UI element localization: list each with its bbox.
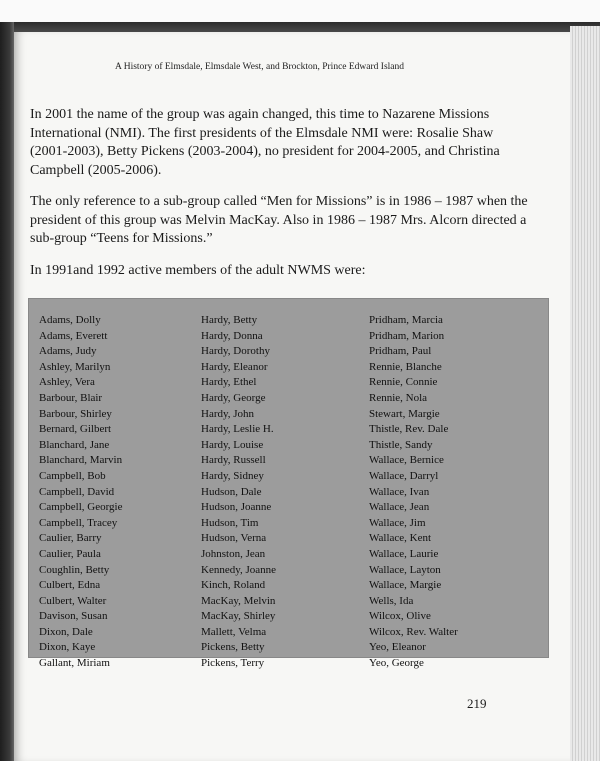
member-name: Hardy, John bbox=[201, 407, 255, 420]
member-name: Johnston, Jean bbox=[201, 547, 266, 560]
member-name: Rennie, Blanche bbox=[369, 360, 442, 373]
member-name: Culbert, Edna bbox=[39, 579, 101, 592]
member-name: Barbour, Blair bbox=[39, 391, 103, 404]
member-name: Pickens, Terry bbox=[201, 657, 265, 670]
member-name: Campbell, Bob bbox=[39, 469, 106, 482]
member-name: Pridham, Marion bbox=[369, 329, 445, 342]
member-name: Ashley, Marilyn bbox=[39, 360, 111, 373]
members-table bbox=[28, 298, 549, 670]
member-name: Pickens, Betty bbox=[201, 641, 265, 654]
member-name: Wallace, Jean bbox=[369, 501, 430, 514]
member-name: Dixon, Dale bbox=[39, 625, 93, 638]
page-number: 219 bbox=[467, 696, 487, 711]
member-name: Mallett, Velma bbox=[201, 625, 267, 638]
member-name: Wallace, Ivan bbox=[369, 485, 430, 498]
member-name: Hardy, George bbox=[201, 391, 266, 404]
member-name: Wallace, Jim bbox=[369, 516, 426, 529]
member-name: Kennedy, Joanne bbox=[201, 563, 277, 576]
page-edges bbox=[570, 26, 600, 761]
member-name: MacKay, Shirley bbox=[201, 610, 276, 623]
member-name: Pridham, Marcia bbox=[369, 314, 443, 326]
member-name: Dixon, Kaye bbox=[39, 641, 96, 654]
member-name: Campbell, Tracey bbox=[39, 516, 118, 529]
members-column-1 bbox=[39, 313, 123, 672]
member-name: Gallant, Miriam bbox=[39, 657, 110, 670]
member-name: Hardy, Ethel bbox=[201, 376, 257, 389]
member-name: Wallace, Kent bbox=[369, 532, 432, 545]
member-name: Adams, Everett bbox=[39, 329, 108, 342]
member-name: Wallace, Margie bbox=[369, 579, 442, 592]
member-name: Hardy, Russell bbox=[201, 454, 266, 467]
book-binding-left bbox=[0, 22, 14, 761]
member-name: Bernard, Gilbert bbox=[39, 423, 112, 436]
paragraph-men-for-missions: The only reference to a sub-group called “Men for Missions” is in 1986 – 1987 when the president of this group was Melvin MacKay. Also in 1986 – 1987 Mrs. Alcorn directed a sub-group “Teens for Missions.” bbox=[30, 194, 528, 246]
member-name: Davison, Susan bbox=[39, 610, 108, 623]
member-name: Yeo, George bbox=[369, 657, 424, 670]
member-name: Hudson, Joanne bbox=[201, 501, 272, 514]
paragraph-members-intro: In 1991and 1992 active members of the adult NWMS were: bbox=[30, 263, 366, 278]
member-name: Wilcox, Olive bbox=[369, 610, 431, 623]
member-name: Coughlin, Betty bbox=[39, 563, 110, 576]
member-name: MacKay, Melvin bbox=[201, 594, 276, 607]
member-name: Culbert, Walter bbox=[39, 594, 107, 607]
paragraph-nmi-presidents: In 2001 the name of the group was again changed, this time to Nazarene Missions International (NMI). The first presidents of the Elmsdale NMI were: Rosalie Shaw (2001-2003), Betty Pickens (2003-2004), no president for 2004-2005, and Christina Campbell (2005-2006). bbox=[30, 107, 500, 178]
member-name: Hudson, Tim bbox=[201, 516, 259, 529]
member-name: Kinch, Roland bbox=[201, 579, 266, 592]
member-name: Rennie, Connie bbox=[369, 376, 438, 389]
member-name: Caulier, Barry bbox=[39, 532, 102, 545]
running-head: A History of Elmsdale, Elmsdale West, and Brockton, Prince Edward Island bbox=[115, 62, 405, 72]
member-name: Hardy, Dorothy bbox=[201, 345, 270, 358]
member-name: Campbell, David bbox=[39, 485, 115, 498]
book-binding-top bbox=[0, 22, 600, 32]
member-name: Hardy, Donna bbox=[201, 329, 263, 342]
member-name: Caulier, Paula bbox=[39, 547, 101, 560]
member-name: Adams, Judy bbox=[39, 345, 97, 358]
member-name: Hardy, Betty bbox=[201, 314, 258, 326]
member-name: Wallace, Layton bbox=[369, 563, 441, 576]
member-name: Thistle, Sandy bbox=[369, 438, 433, 451]
member-name: Pridham, Paul bbox=[369, 345, 432, 358]
member-name: Wallace, Laurie bbox=[369, 547, 439, 560]
member-name: Blanchard, Jane bbox=[39, 438, 110, 451]
member-name: Blanchard, Marvin bbox=[39, 454, 123, 467]
member-name: Ashley, Vera bbox=[39, 376, 95, 389]
member-name: Wilcox, Rev. Walter bbox=[369, 625, 458, 638]
member-name: Hardy, Louise bbox=[201, 438, 264, 451]
member-name: Adams, Dolly bbox=[39, 314, 101, 326]
member-name: Wells, Ida bbox=[369, 594, 414, 607]
member-name: Wallace, Darryl bbox=[369, 469, 439, 482]
member-name: Hudson, Dale bbox=[201, 485, 262, 498]
members-column-2 bbox=[201, 313, 276, 672]
member-name: Hudson, Verna bbox=[201, 532, 267, 545]
member-name: Rennie, Nola bbox=[369, 391, 428, 404]
members-column-3 bbox=[369, 313, 458, 672]
member-name: Stewart, Margie bbox=[369, 407, 440, 420]
member-name: Barbour, Shirley bbox=[39, 407, 112, 420]
member-name: Hardy, Eleanor bbox=[201, 360, 268, 373]
member-name: Hardy, Leslie H. bbox=[201, 423, 274, 436]
member-name: Thistle, Rev. Dale bbox=[369, 423, 449, 436]
member-name: Yeo, Eleanor bbox=[369, 641, 426, 654]
member-name: Hardy, Sidney bbox=[201, 469, 264, 482]
member-name: Campbell, Georgie bbox=[39, 501, 123, 514]
member-name: Wallace, Bernice bbox=[369, 454, 444, 467]
